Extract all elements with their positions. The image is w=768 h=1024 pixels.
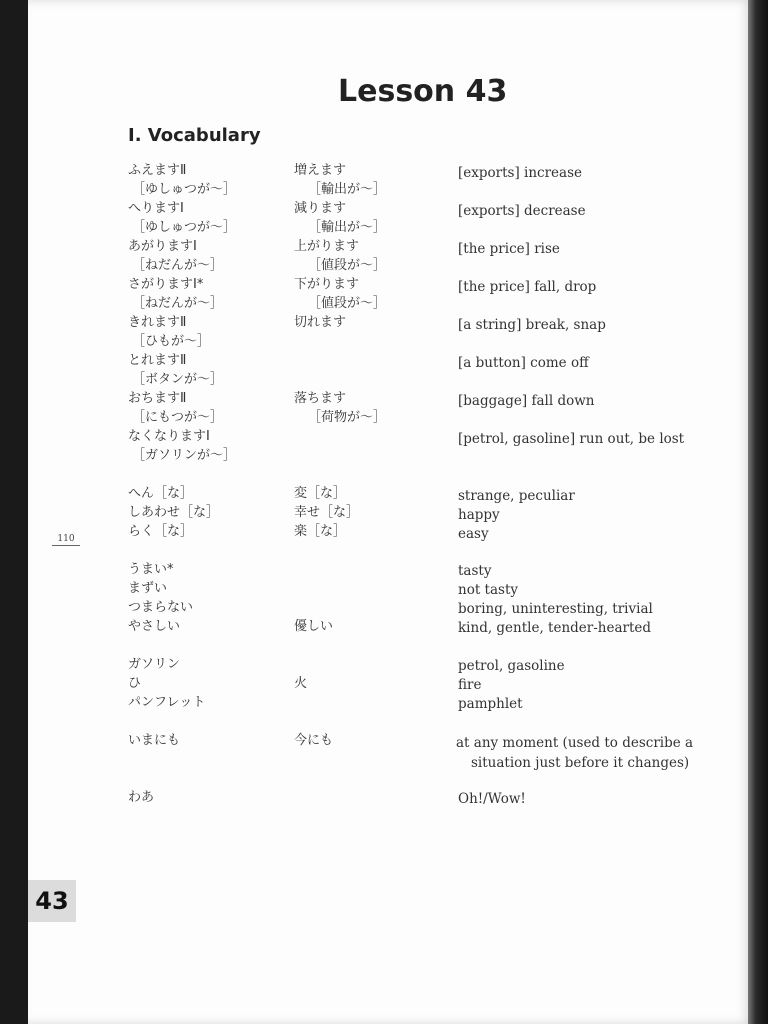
vocab-english: [petrol, gasoline] run out, be lost [458,431,685,447]
vocab-kana: パンフレット [128,695,206,710]
vocab-kana-sub: ［ボタンが～］ [132,372,224,387]
vocab-kana-sub: ［ガソリンが～］ [132,448,237,463]
vocab-kanji-sub: ［値段が～］ [308,296,387,311]
vocab-english: strange, peculiar [458,488,575,504]
vocab-english: boring, uninteresting, trivial [458,601,653,617]
vocab-kana: つまらない [128,600,194,615]
vocab-kana: ひ [128,676,142,691]
vocab-kanji: 上がります [294,239,360,254]
vocab-kana: おちますⅡ [128,391,187,406]
vocab-english: petrol, gasoline [458,658,565,674]
vocab-kana-sub: ［ゆしゅつが～］ [132,220,237,235]
vocab-kanji: 落ちます [294,391,347,406]
vocab-kana: うまい* [128,562,174,577]
vocab-english-sub: situation just before it changes) [471,755,690,771]
vocab-english: [a string] break, snap [458,317,606,333]
page-number: 110 [52,534,80,546]
vocab-kanji-sub: ［輸出が～］ [308,220,387,235]
vocab-kanji: 下がります [294,277,360,292]
vocab-kanji: 優しい [294,619,334,634]
vocab-english: at any moment (used to describe a [456,735,694,751]
lesson-title: Lesson 43 [338,74,508,109]
vocab-english: happy [458,507,500,523]
vocab-kanji: 変［な］ [294,486,347,501]
vocab-english: tasty [458,563,492,579]
vocab-kana-sub: ［にもつが～］ [132,410,224,425]
section-heading: I. Vocabulary [128,125,261,146]
book-spine [748,0,768,1024]
vocab-english: fire [458,677,482,693]
vocab-english: [baggage] fall down [458,393,595,409]
vocab-kana-sub: ［ねだんが～］ [132,258,224,273]
lesson-tab: 43 [28,880,76,922]
vocab-kanji: 増えます [294,163,347,178]
vocab-english: easy [458,526,489,542]
vocab-kanji-sub: ［輸出が～］ [308,182,387,197]
vocab-kanji: 切れます [294,315,347,330]
vocab-kanji: 楽［な］ [294,524,347,539]
vocab-kana: ふえますⅡ [128,163,187,178]
vocab-kana: へん［な］ [128,486,194,501]
vocab-english: [exports] decrease [458,203,586,219]
vocab-kana: あがりますⅠ [128,239,197,254]
vocab-kana: さがりますⅠ* [128,277,204,292]
vocab-kana: らく［な］ [128,524,194,539]
vocab-kana: いまにも [128,733,181,748]
vocab-kana: とれますⅡ [128,353,187,368]
vocab-english: kind, gentle, tender-hearted [458,620,652,636]
vocab-kanji-sub: ［荷物が～］ [308,410,387,425]
vocab-kana: しあわせ［な］ [128,505,220,520]
vocab-english: Oh!/Wow! [458,791,526,807]
vocab-kana: へりますⅠ [128,201,184,216]
vocab-kana-sub: ［ひもが～］ [132,334,211,349]
vocab-kanji: 幸せ［な］ [294,505,360,520]
vocab-english: not tasty [458,582,518,598]
vocab-kanji: 今にも [294,733,334,748]
vocab-kana: なくなりますⅠ [128,429,210,444]
vocab-kana: まずい [128,581,168,596]
vocab-kana: ガソリン [128,657,181,672]
vocab-english: pamphlet [458,696,523,712]
vocab-kana: きれますⅡ [128,315,187,330]
vocab-kana: やさしい [128,619,181,634]
vocab-kana: わあ [128,790,155,805]
vocab-kanji-sub: ［値段が～］ [308,258,387,273]
vocab-kana-sub: ［ねだんが～］ [132,296,224,311]
vocab-english: [the price] rise [458,241,560,257]
vocab-english: [the price] fall, drop [458,279,597,295]
vocab-kana-sub: ［ゆしゅつが～］ [132,182,237,197]
vocab-kanji: 火 [294,676,308,691]
vocab-english: [exports] increase [458,165,582,181]
vocab-kanji: 減ります [294,201,347,216]
vocab-english: [a button] come off [458,355,589,371]
